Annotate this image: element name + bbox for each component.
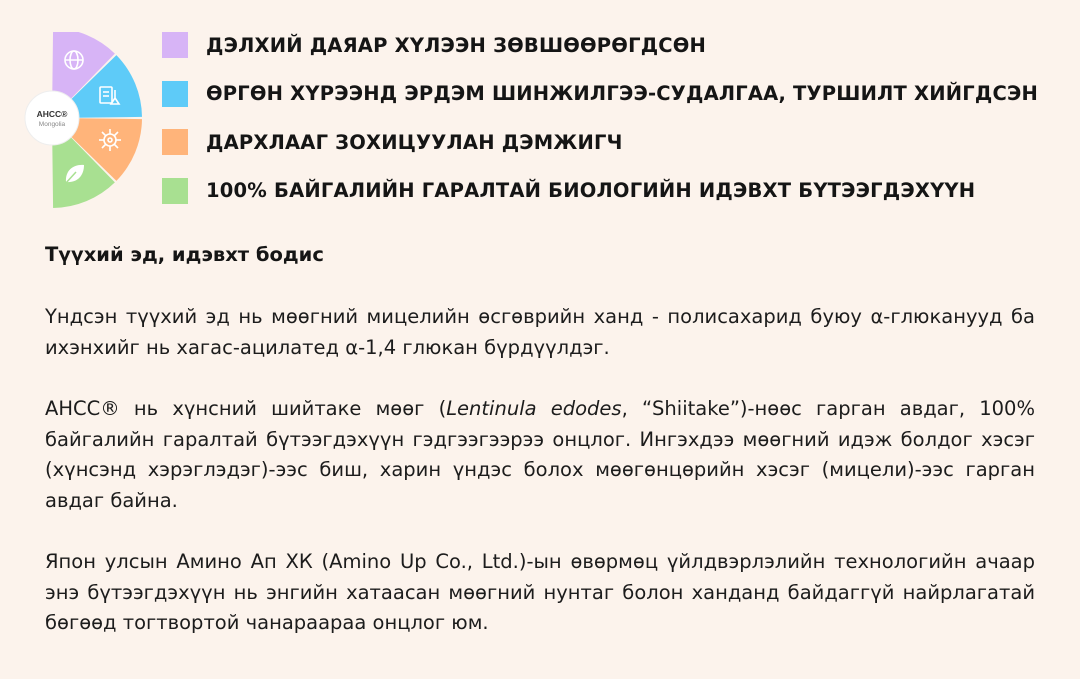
paragraph-technology: Япон улсын Амино Ап ХК (Amino Up Co., Ltd.)-ын өвөрмөц үйлдвэрлэлийн технологийн ачаар энэ бүтээгдэхүүн нь энгийн хатаасан мөөгний нунтаг болон ханданд байдаггүй найрлагатай бөгөөд тогтвортой чанараараа онцлог юм. <box>45 550 1035 634</box>
feature-list <box>162 30 1062 224</box>
species-name: Lentinula edodes <box>446 397 622 420</box>
paragraph-raw-material: Үндсэн түүхий эд нь мөөгний мицелийн өсгөврийн ханд - полисахарид буюу α-глюканууд ба ихэнхийг нь хагас-ацилатед α-1,4 глюкан бүрдүүлдэг. <box>45 305 1035 359</box>
feature-item <box>162 30 1062 60</box>
logo-sub: Mongolia <box>38 121 66 128</box>
feature-item <box>162 79 1062 109</box>
paragraph-origin-part-b: , “Shiitake”)-нөөс гарган авдаг, 100% байгалийн гаралтай бүтээгдэхүүн гэдгээгээрээ онцлог. Ингэхдээ мөөгний идэж болдог хэсэг (хүнсэнд хэрэглэдэг)-ээс биш, харин үндэс болох мөөгөнцөрийн хэсэг (мицели)-ээс гарган авдаг байна. <box>45 397 1035 512</box>
section-heading: Түүхий эд, идэвхт бодис <box>45 243 324 266</box>
feature-label: ДЭЛХИЙ ДАЯАР ХҮЛЭЭН ЗӨВШӨӨРӨГДСӨН <box>206 33 707 57</box>
feature-label: 100% БАЙГАЛИЙН ГАРАЛТАЙ БИОЛОГИЙН ИДЭВХТ БҮТЭЭГДЭХҮҮН <box>206 179 976 202</box>
color-swatch <box>162 81 188 107</box>
color-swatch <box>162 129 188 155</box>
feature-label: ДАРХЛААГ ЗОХИЦУУЛАН ДЭМЖИГЧ <box>206 130 623 154</box>
paragraph-origin-part-a: AHCC® нь хүнсний шийтаке мөөг ( <box>45 397 447 420</box>
color-swatch <box>162 32 188 58</box>
feature-item <box>162 127 1062 157</box>
feature-label: ӨРГӨН ХҮРЭЭНД ЭРДЭМ ШИНЖИЛГЭЭ-СУДАЛГАА, ТУРШИЛТ ХИЙГДСЭН <box>206 82 1038 105</box>
paragraph-origin <box>45 394 1035 516</box>
feature-item <box>162 176 1062 206</box>
color-swatch <box>162 178 188 204</box>
logo-brand: AHCC® <box>36 109 68 119</box>
